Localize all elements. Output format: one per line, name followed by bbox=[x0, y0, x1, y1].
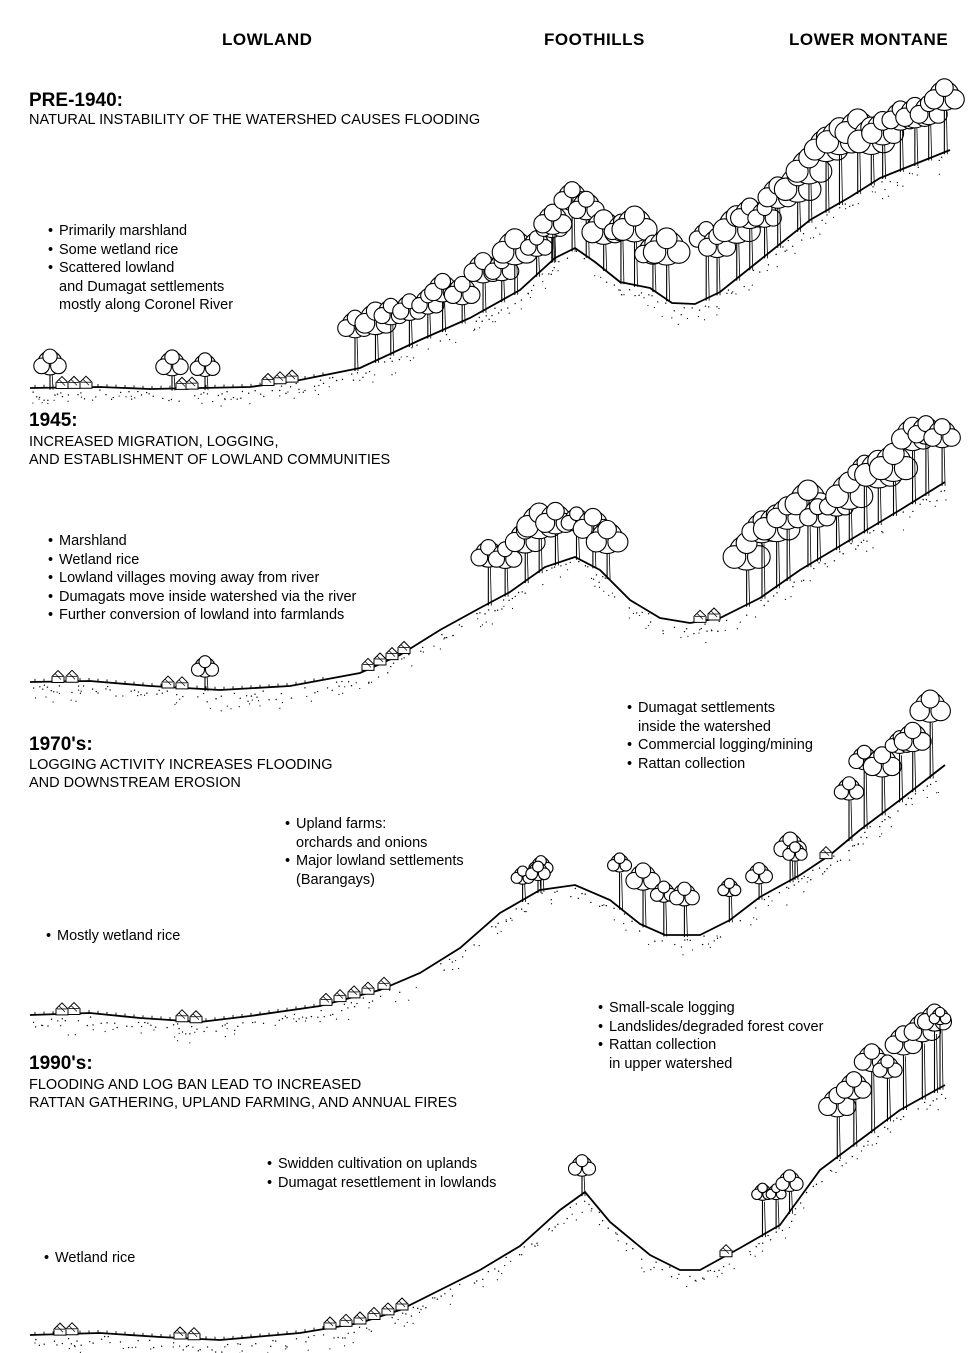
period-title-pre-1940: PRE-1940: bbox=[29, 90, 123, 111]
settlement-hut bbox=[54, 1323, 66, 1335]
settlement-hut bbox=[176, 677, 188, 689]
tree bbox=[929, 1007, 951, 1089]
settlement-hut bbox=[68, 1003, 80, 1015]
period-title-1970s: 1970's: bbox=[29, 734, 93, 755]
tree bbox=[569, 1155, 596, 1197]
note-item: • Dumagat settlements inside the watershed bbox=[627, 699, 813, 736]
note-item: • Rattan collection in upper watershed bbox=[598, 1036, 823, 1073]
settlement-hut bbox=[56, 377, 68, 389]
note-item: • Landslides/degraded forest cover bbox=[598, 1018, 823, 1037]
settlement-hut bbox=[52, 671, 64, 683]
notes-1990s-montane bbox=[598, 999, 823, 1073]
settlement-hut bbox=[68, 376, 80, 388]
note-item: • Marshland bbox=[48, 532, 356, 551]
note-item: • Small-scale logging bbox=[598, 999, 823, 1018]
settlement-hut bbox=[186, 377, 198, 389]
settlement-hut bbox=[286, 370, 298, 382]
soil-stipple bbox=[34, 1094, 946, 1353]
settlement-hut bbox=[262, 373, 274, 385]
period-subtitle-pre-1940: NATURAL INSTABILITY OF THE WATERSHED CAUSES FLOODING bbox=[29, 112, 481, 128]
settlement-hut bbox=[348, 986, 360, 998]
note-item: • Wetland rice bbox=[48, 551, 356, 570]
note-item: • Swidden cultivation on uplands bbox=[267, 1155, 496, 1174]
note-item: • Dumagat resettlement in lowlands bbox=[267, 1174, 496, 1193]
settlement-hut bbox=[720, 1245, 732, 1257]
tree bbox=[746, 863, 773, 900]
notes-1945 bbox=[48, 532, 356, 625]
settlement-hut bbox=[66, 670, 78, 682]
settlement-hut bbox=[80, 376, 92, 388]
notes-pre-1940 bbox=[48, 222, 233, 315]
settlement-hut bbox=[708, 608, 720, 620]
notes-1970s-lowland bbox=[46, 927, 180, 946]
period-subtitle-1970s: LOGGING ACTIVITY INCREASES FLOODING AND DOWNSTREAM EROSION bbox=[29, 757, 333, 791]
zone-label-lowland: LOWLAND bbox=[222, 30, 313, 49]
settlement-hut bbox=[66, 1323, 78, 1335]
settlement-hut bbox=[176, 1010, 188, 1022]
settlement-hut bbox=[274, 372, 286, 384]
settlement-hut bbox=[320, 993, 332, 1005]
note-item: • Primarily marshland bbox=[48, 222, 233, 241]
settlement-hut bbox=[334, 990, 346, 1002]
ground-profile bbox=[30, 1085, 945, 1340]
settlement-hut bbox=[398, 642, 410, 654]
settlement-hut bbox=[820, 847, 832, 859]
zone-label-lower-montane: LOWER MONTANE bbox=[789, 30, 949, 49]
note-item: • Scattered lowland and Dumagat settlements mostly along Coronel River bbox=[48, 259, 233, 315]
settlement-hut bbox=[354, 1312, 366, 1324]
settlement-hut bbox=[374, 653, 386, 665]
notes-1970s-foothills bbox=[285, 815, 464, 889]
note-item: • Some wetland rice bbox=[48, 241, 233, 260]
note-item: • Major lowland settlements (Barangays) bbox=[285, 852, 464, 889]
tree bbox=[192, 656, 219, 692]
notes-1970s-montane bbox=[627, 699, 813, 773]
tree bbox=[863, 747, 901, 815]
settlement-hut bbox=[396, 1298, 408, 1310]
tree bbox=[924, 419, 960, 486]
settlement-hut bbox=[694, 610, 706, 622]
zone-label-foothills: FOOTHILLS bbox=[544, 30, 645, 49]
period-title-1945: 1945: bbox=[29, 410, 78, 431]
tree bbox=[669, 882, 699, 937]
note-item: • Rattan collection bbox=[627, 755, 813, 774]
note-item: • Lowland villages moving away from river bbox=[48, 569, 356, 588]
tree bbox=[718, 878, 741, 922]
note-item: • Dumagats move inside watershed via the river bbox=[48, 588, 356, 607]
settlement-hut bbox=[378, 977, 390, 989]
settlement-hut bbox=[362, 982, 374, 994]
settlement-hut bbox=[56, 1003, 68, 1015]
settlement-hut bbox=[324, 1317, 336, 1329]
settlement-hut bbox=[190, 1011, 202, 1023]
note-item: • Mostly wetland rice bbox=[46, 927, 180, 946]
notes-1990s-lowland bbox=[44, 1249, 135, 1268]
settlement-hut bbox=[162, 676, 174, 688]
settlement-hut bbox=[382, 1303, 394, 1315]
settlement-hut bbox=[340, 1314, 352, 1326]
note-item: • Commercial logging/mining bbox=[627, 736, 813, 755]
period-title-1990s: 1990's: bbox=[29, 1053, 93, 1074]
note-item: • Further conversion of lowland into farmlands bbox=[48, 606, 356, 625]
settlement-hut bbox=[368, 1307, 380, 1319]
ground-profile bbox=[30, 765, 945, 1022]
settlement-hut bbox=[188, 1328, 200, 1340]
tree bbox=[650, 881, 677, 936]
notes-1990s-foothills bbox=[267, 1155, 496, 1192]
settlement-hut bbox=[386, 648, 398, 660]
settlement-hut bbox=[174, 1327, 186, 1339]
settlement-hut bbox=[362, 658, 374, 670]
period-subtitle-1990s: FLOODING AND LOG BAN LEAD TO INCREASED RATTAN GATHERING, UPLAND FARMING, AND ANNUAL FIRES bbox=[29, 1077, 458, 1111]
period-subtitle-1945: INCREASED MIGRATION, LOGGING, AND ESTABLISHMENT OF LOWLAND COMMUNITIES bbox=[29, 434, 391, 468]
note-item: • Wetland rice bbox=[44, 1249, 135, 1268]
note-item: • Upland farms: orchards and onions bbox=[285, 815, 464, 852]
